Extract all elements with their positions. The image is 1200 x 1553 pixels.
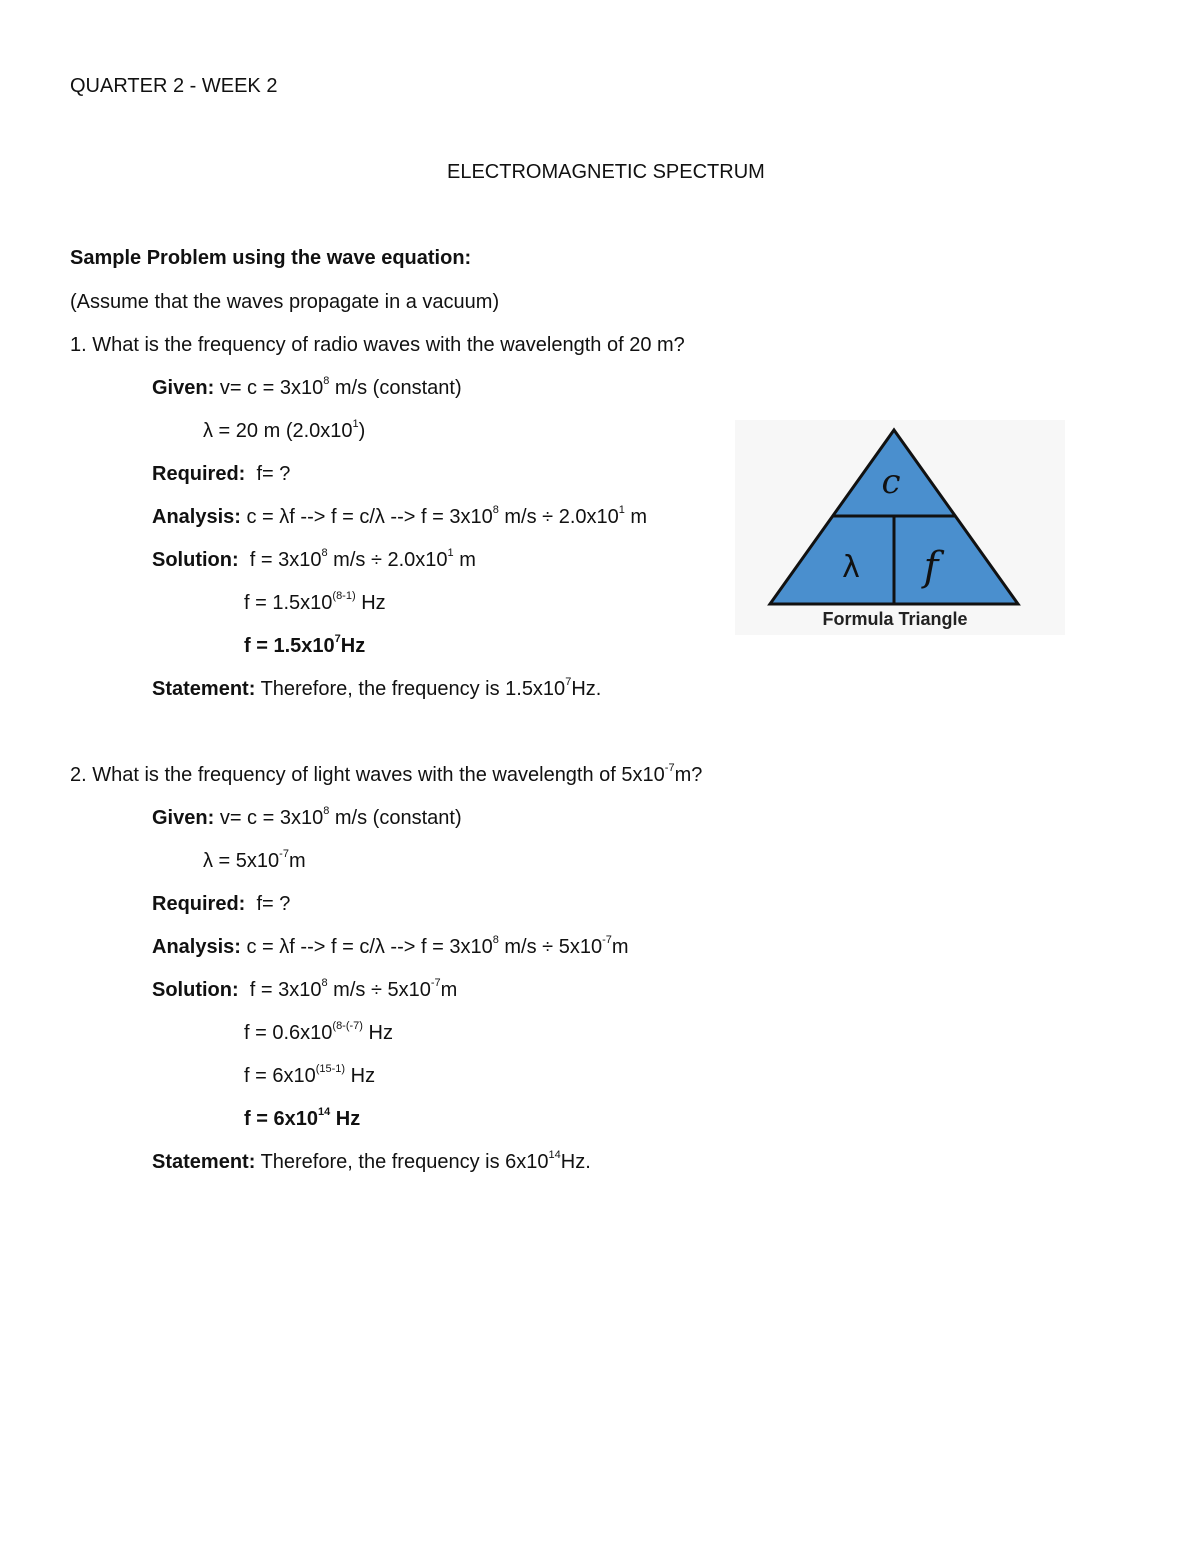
solution-unit: m xyxy=(440,979,458,1001)
given-lambda-text: λ = 20 m (2.0x10 xyxy=(203,420,353,442)
statement-text: Therefore, the frequency is 1.5x10 xyxy=(260,678,566,700)
symbol-lambda: λ xyxy=(842,550,860,585)
exponent: (15-1) xyxy=(315,1063,346,1076)
quarter-week-header: QUARTER 2 - WEEK 2 xyxy=(70,75,278,97)
required-text: f= ? xyxy=(256,463,291,485)
analysis-unit: m xyxy=(611,936,629,958)
given-lambda-close: ) xyxy=(358,420,366,442)
solution-label: Solution: xyxy=(152,549,239,571)
step-unit: Hz xyxy=(362,1022,393,1044)
step-text: f = 0.6x10 xyxy=(244,1022,333,1044)
exponent: (8-(-7) xyxy=(332,1020,363,1033)
question-unit: m? xyxy=(674,764,703,786)
analysis-label: Analysis: xyxy=(152,936,241,958)
exponent: 1 xyxy=(618,504,625,517)
problem1-answer xyxy=(244,634,365,658)
step-text: f = 1.5x10 xyxy=(244,592,333,614)
analysis-unit: m xyxy=(624,506,648,528)
symbol-f: f xyxy=(923,544,939,590)
symbol-c: c xyxy=(881,462,901,502)
given-c-text: v= c = 3x10 xyxy=(219,807,324,829)
answer-unit: Hz xyxy=(330,1108,361,1130)
step-unit: Hz xyxy=(355,592,386,614)
analysis-label: Analysis: xyxy=(152,506,241,528)
required-text: f= ? xyxy=(256,893,291,915)
exponent: 1 xyxy=(447,547,454,560)
problem2-statement xyxy=(152,1150,591,1174)
step-unit: Hz xyxy=(345,1065,376,1087)
exponent: -7 xyxy=(602,934,612,947)
statement-label: Statement: xyxy=(152,1151,256,1173)
statement-label: Statement: xyxy=(152,678,256,700)
problem1-given-lambda xyxy=(203,419,365,443)
problem2-step2 xyxy=(244,1064,375,1088)
answer-text: f = 1.5x10 xyxy=(244,635,335,657)
problem1-given-c xyxy=(152,376,462,400)
exponent: -7 xyxy=(664,762,675,775)
solution-mid: m/s ÷ 5x10 xyxy=(327,979,431,1001)
problem1-analysis xyxy=(152,505,647,529)
exponent: 8 xyxy=(492,934,499,947)
exponent: 8 xyxy=(492,504,499,517)
analysis-mid: m/s ÷ 5x10 xyxy=(498,936,603,958)
formula-triangle-figure xyxy=(735,420,1065,635)
solution-text: f = 3x10 xyxy=(249,549,322,571)
exponent: 7 xyxy=(565,676,572,689)
question-text: 2. What is the frequency of light waves with the wavelength of 5x10 xyxy=(70,764,665,786)
step-text: f = 6x10 xyxy=(244,1065,316,1087)
exponent: 14 xyxy=(548,1149,561,1162)
exponent: 1 xyxy=(352,418,359,431)
solution-mid: m/s ÷ 2.0x10 xyxy=(327,549,448,571)
given-lambda-unit: m xyxy=(288,850,306,872)
problem1-solution xyxy=(152,548,476,572)
statement-text: Therefore, the frequency is 6x10 xyxy=(260,1151,549,1173)
given-lambda-text: λ = 5x10 xyxy=(203,850,280,872)
given-c-unit: m/s (constant) xyxy=(329,377,462,399)
problem2-given-lambda xyxy=(203,849,306,873)
given-label: Given: xyxy=(152,807,215,829)
problem2-answer xyxy=(244,1107,360,1131)
given-c-unit: m/s (constant) xyxy=(329,807,462,829)
given-label: Given: xyxy=(152,377,215,399)
answer-text: f = 6x10 xyxy=(244,1108,318,1130)
problem1-step1 xyxy=(244,591,386,615)
problem1-statement xyxy=(152,677,601,701)
exponent: 8 xyxy=(321,977,328,990)
problem2-required xyxy=(152,892,290,916)
given-c-text: v= c = 3x10 xyxy=(219,377,324,399)
problem1-required xyxy=(152,462,290,486)
page-title: ELECTROMAGNETIC SPECTRUM xyxy=(447,161,765,183)
problem2-question xyxy=(70,763,702,787)
exponent: 14 xyxy=(317,1106,331,1119)
solution-text: f = 3x10 xyxy=(249,979,322,1001)
problem2-analysis xyxy=(152,935,629,959)
required-label: Required: xyxy=(152,893,246,915)
analysis-mid: m/s ÷ 2.0x10 xyxy=(498,506,619,528)
statement-unit: Hz. xyxy=(571,678,602,700)
statement-unit: Hz. xyxy=(560,1151,591,1173)
exponent: 7 xyxy=(334,633,341,646)
problem2-given-c xyxy=(152,806,462,830)
exponent: 8 xyxy=(321,547,328,560)
figure-caption: Formula Triangle xyxy=(822,609,968,629)
answer-unit: Hz xyxy=(340,635,366,657)
problem1-question: 1. What is the frequency of radio waves with the wavelength of 20 m? xyxy=(70,334,685,356)
exponent: 8 xyxy=(323,805,330,818)
problem2-step1 xyxy=(244,1021,393,1045)
vacuum-assumption: (Assume that the waves propagate in a vacuum) xyxy=(70,291,500,313)
solution-unit: m xyxy=(453,549,476,571)
problem2-solution xyxy=(152,978,457,1002)
exponent: (8-1) xyxy=(332,590,356,603)
analysis-text: c = λf --> f = c/λ --> f = 3x10 xyxy=(246,506,493,528)
exponent: -7 xyxy=(430,977,441,990)
exponent: 8 xyxy=(323,375,330,388)
solution-label: Solution: xyxy=(152,979,239,1001)
required-label: Required: xyxy=(152,463,246,485)
sample-problem-heading: Sample Problem using the wave equation: xyxy=(70,247,472,269)
exponent: -7 xyxy=(279,848,289,861)
analysis-text: c = λf --> f = c/λ --> f = 3x10 xyxy=(246,936,493,958)
